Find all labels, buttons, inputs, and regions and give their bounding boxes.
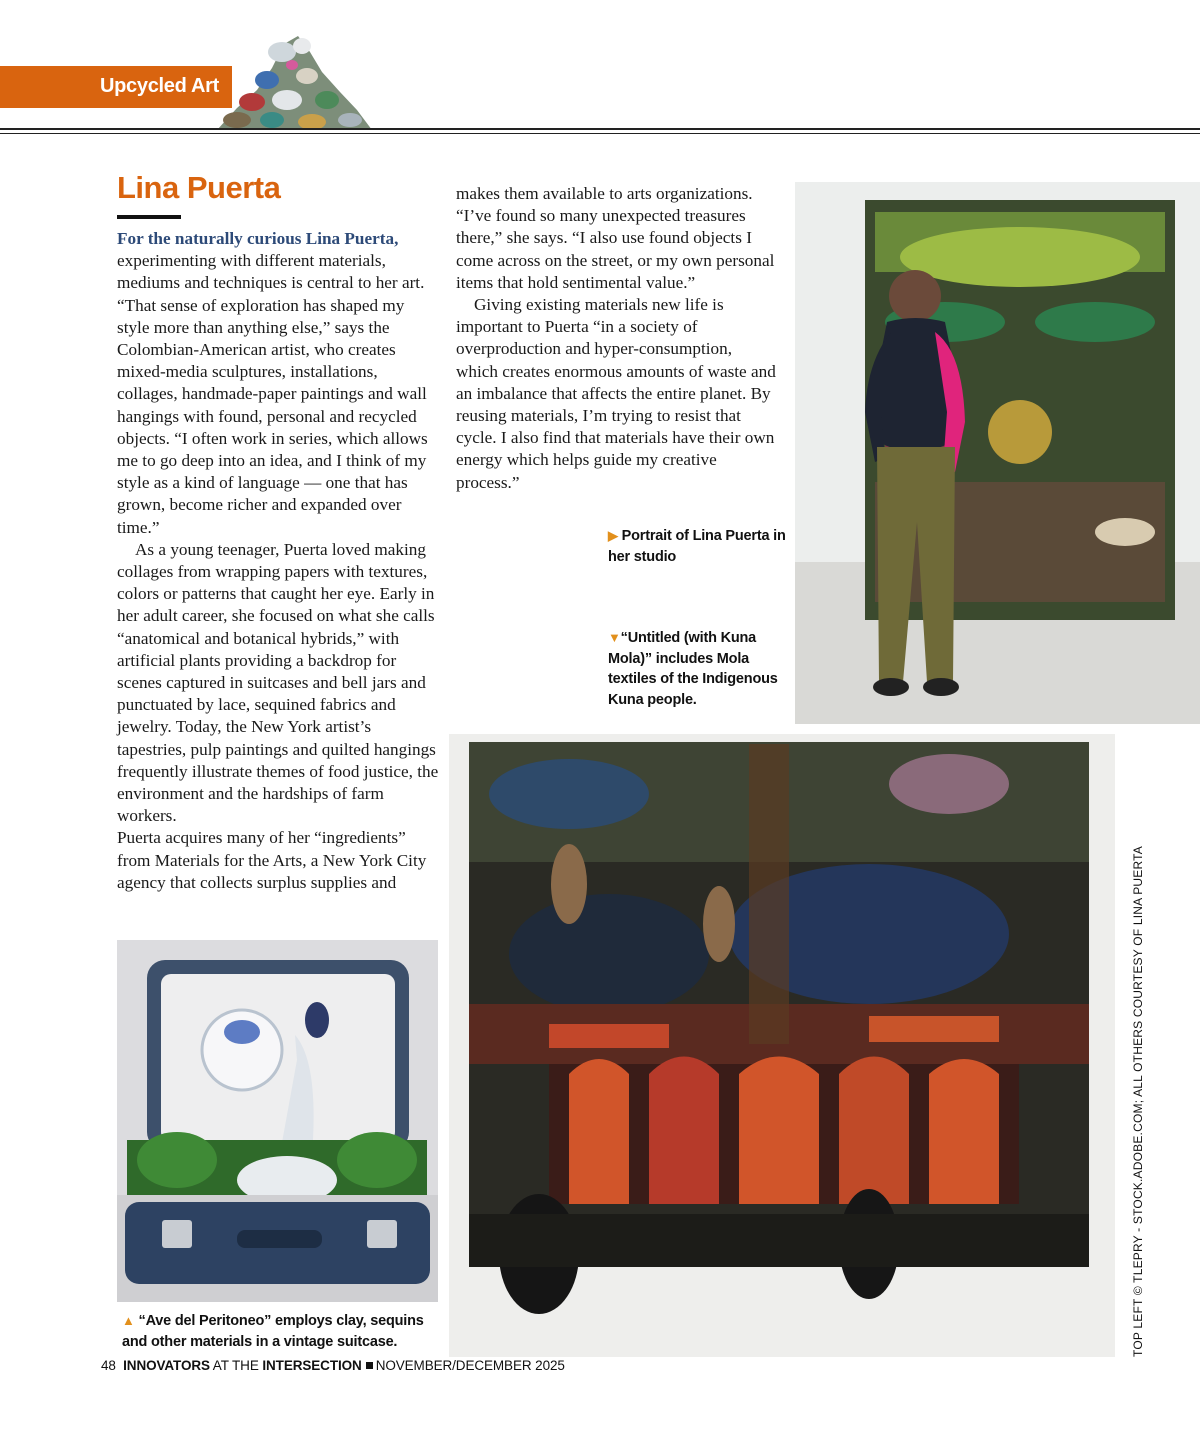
trash-pile-illustration <box>212 30 372 130</box>
caption-marker: ▼ <box>608 630 621 645</box>
section-tag: Upcycled Art <box>100 75 220 97</box>
body-column-right <box>456 183 778 494</box>
page-number: 48 <box>101 1358 116 1373</box>
title-underline <box>117 215 181 219</box>
caption-suitcase <box>122 1311 442 1352</box>
caption-marker: ▶ <box>608 528 618 543</box>
paragraph-4: Giving existing materials new life is important to Puerta “in a society of overproduction and hyper-consumption, which creates enormous amounts of waste and an imbalance that affects the entire planet. By reusing materials, I’m trying to resist that cycle. I also find that materials have their own energy which helps guide my creative process.” <box>456 295 776 492</box>
caption-untitled <box>608 628 788 710</box>
paragraph-1 <box>117 228 439 539</box>
article-title: Lina Puerta <box>117 170 281 205</box>
untitled-kuna-mola-photo <box>449 734 1115 1357</box>
ave-del-peritoneo-photo <box>117 940 438 1302</box>
footer-square-icon <box>366 1362 373 1369</box>
paragraph-1-text: experimenting with different materials, mediums and techniques is central to her art. “That sense of exploration has shaped my style more than anything else,” says the Colombian-American artist, who creates mixed-media sculptures, installations, collages, handmade-paper paintings and wall hangings with found, personal and recycled objects. “I often work in series, which allows me to go deep into an idea, and I think of my style as a kind of language — one that has grown, become richer and expanded over time.” <box>117 251 428 537</box>
publication-name-1: INNOVATORS <box>123 1358 210 1373</box>
paragraph-3: Puerta acquires many of her “ingredients” from Materials for the Arts, a New York City agency that collects surplus supplies and <box>117 828 427 892</box>
caption-portrait-text: Portrait of Lina Puerta in her studio <box>608 528 786 565</box>
publication-name-mid: AT THE <box>209 1358 263 1373</box>
header-rule <box>0 128 1200 130</box>
caption-portrait <box>608 526 788 567</box>
paragraph-2: As a young teenager, Puerta loved making collages from wrapping papers with textures, colors or patterns that caught her eye. Early in her adult career, she focused on what she calls “anatomical and botanical hybrids,” with artificial plants providing a backdrop for scenes captured in suitcases and bell jars and punctuated by lace, sequined fabrics and jewelry. Today, the New York artist’s tapestries, pulp paintings and quilted hangings frequently illustrate themes of food justice, the environment and the hardships of farm workers. <box>117 539 439 826</box>
issue-date: NOVEMBER/DECEMBER 2025 <box>375 1358 565 1373</box>
caption-untitled-text: “Untitled (with Kuna Mola)” includes Mola textiles of the Indigenous Kuna people. <box>608 630 778 708</box>
photo-credit: TOP LEFT © TLEPRY - STOCK.ADOBE.COM; ALL OTHERS COURTESY OF LINA PUERTA <box>1131 846 1145 1357</box>
caption-marker: ▲ <box>122 1313 135 1328</box>
publication-name-2: INTERSECTION <box>262 1358 362 1373</box>
lead-in: For the naturally curious Lina Puerta, <box>117 229 399 248</box>
paragraph-3-continued: makes them available to arts organizations. “I’ve found so many unexpected treasures there,” she says. “I also use found objects I come across on the street, or my own personal items that hold sentimental value.” <box>456 184 775 292</box>
portrait-photo <box>795 182 1200 724</box>
page-footer <box>101 1358 565 1373</box>
caption-suitcase-text: “Ave del Peritoneo” employs clay, sequins and other materials in a vintage suitcase. <box>122 1313 424 1350</box>
header-rule-thin <box>0 133 1200 134</box>
body-column-left <box>117 228 439 894</box>
